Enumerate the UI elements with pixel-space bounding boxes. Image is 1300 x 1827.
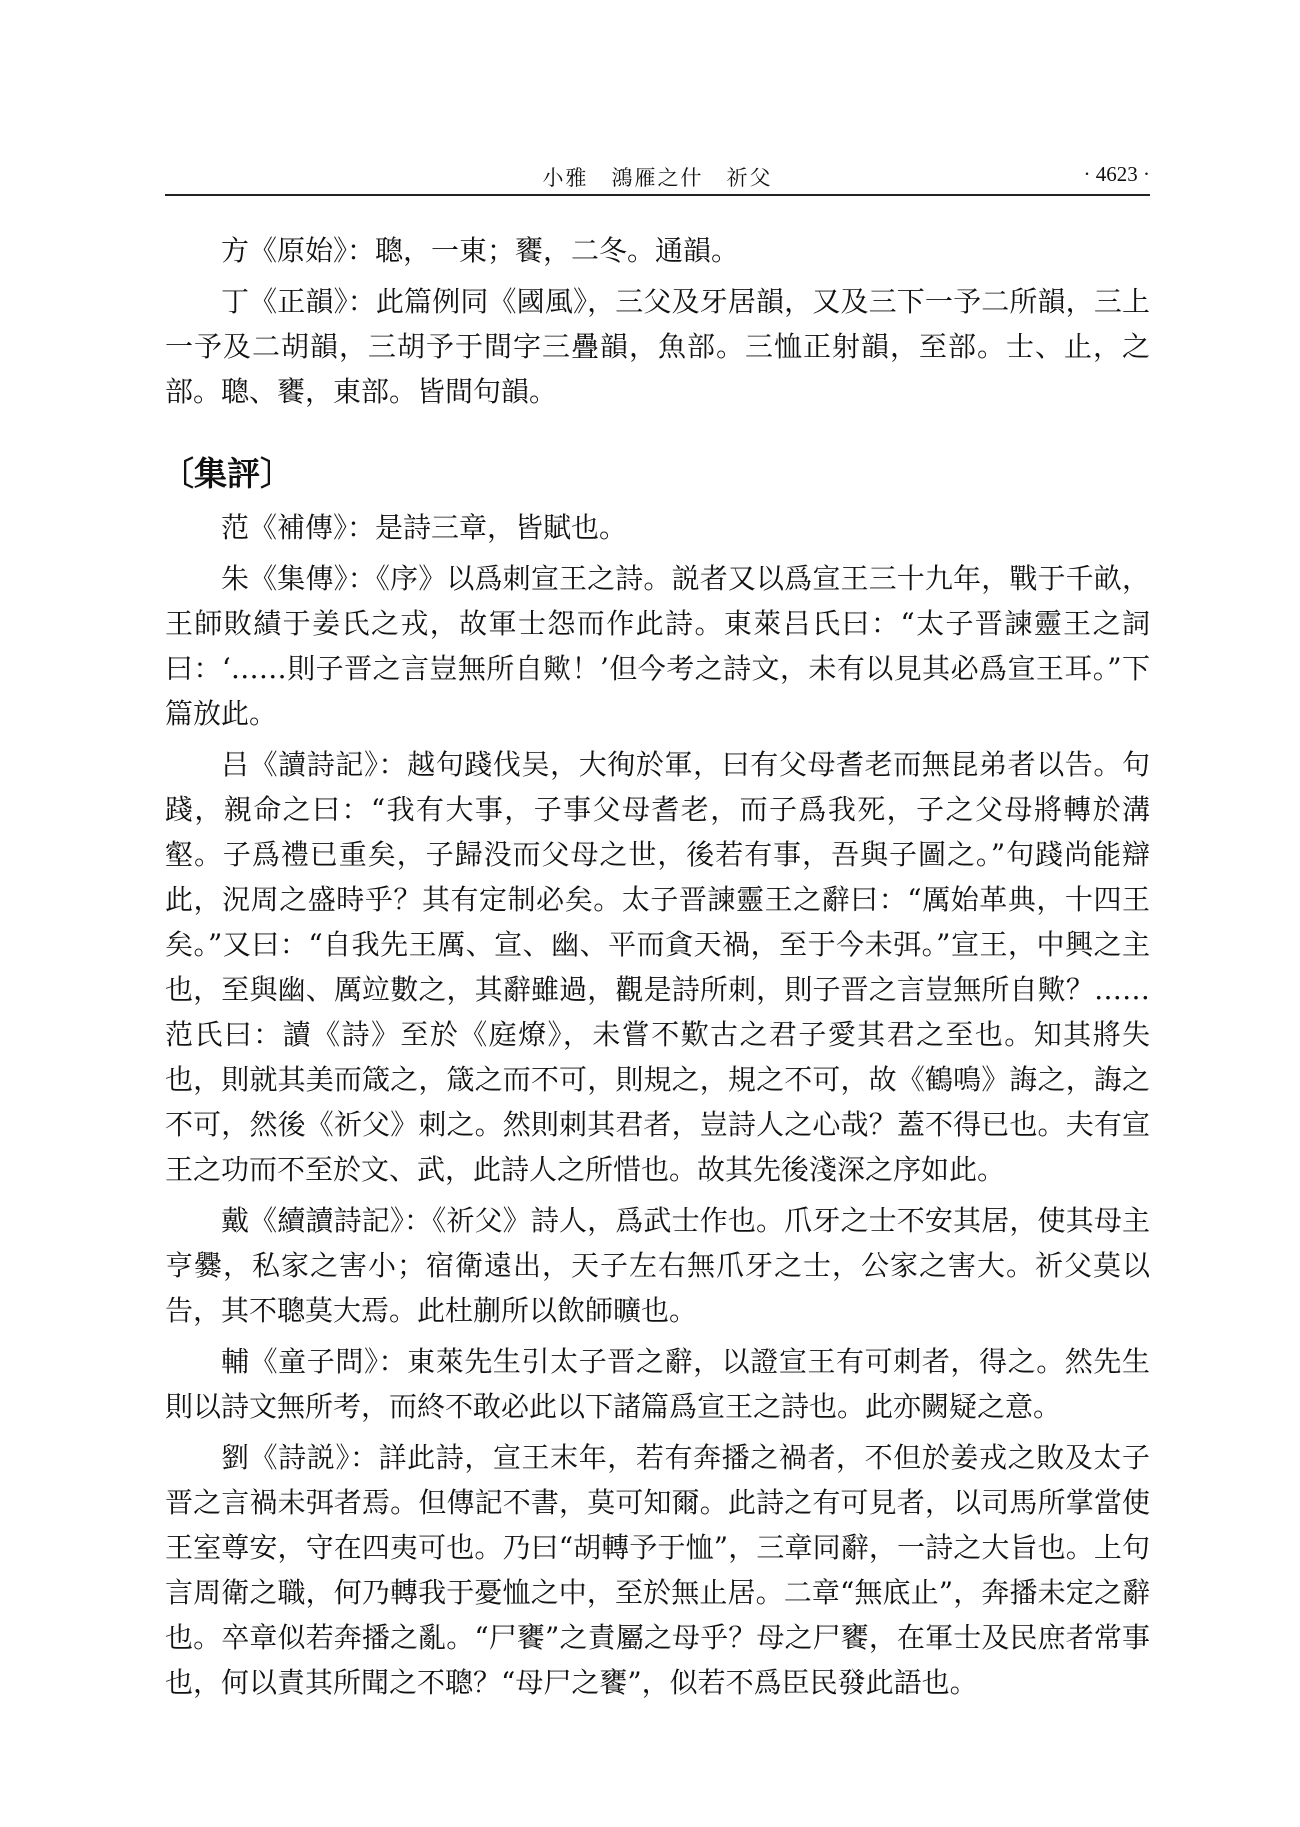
section-heading: 〔集評〕 <box>161 454 293 493</box>
page-number: · 4623 · <box>1083 162 1150 186</box>
rhyme-note-paragraph: 方《原始》：聰，一東；饔，二冬。通韻。 <box>221 234 740 267</box>
commentary-paragraph: 范《補傳》：是詩三章，皆賦也。 <box>221 511 628 544</box>
commentary-paragraph: 戴《續讀詩記》：《祈父》詩人，爲武士作也。爪牙之士不安其居，使其母主亨爨，私家之害小；宿衛遠出，天子左右無爪牙之士，公家之害大。祈父莫以告，其不聰莫大焉。此杜蒯所以飲師曠也。 <box>165 1204 1150 1327</box>
header-title: 小雅 鴻雁之什 祈父 <box>542 166 773 190</box>
commentary-paragraph: 劉《詩説》：詳此詩，宣王末年，若有奔播之禍者，不但於姜戎之敗及太子晋之言禍未弭者焉。但傳記不書，莫可知爾。此詩之有可見者，以司馬所掌當使王室尊安，守在四夷可也。乃曰“胡轉予于恤”，三章同辭，一詩之大旨也。上句言周衛之職，何乃轉我于憂恤之中，至於無止居。二章“無底止”，奔播未定之辭也。卒章似若奔播之亂。“尸饔”之責屬之母乎？母之尸饔，在軍士及民庶者常事也，何以責其所聞之不聰？“母尸之饔”，似若不爲臣民發此語也。 <box>165 1441 1150 1699</box>
commentary-paragraph: 吕《讀詩記》：越句踐伐吴，大徇於軍，曰有父母耆老而無昆弟者以告。句踐，親命之曰：“我有大事，子事父母耆老，而子爲我死，子之父母將轉於溝壑。子爲禮已重矣，子歸没而父母之世，後若有事，吾與子圖之。”句踐尚能辯此，況周之盛時乎？其有定制必矣。太子晋諫靈王之辭曰：“厲始革典，十四王矣。”又曰：“自我先王厲、宣、幽、平而貪天禍，至于今未弭。”宣王，中興之主也，至與幽、厲竝數之，其辭雖過，觀是詩所刺，則子晋之言豈無所自歟？……范氏曰：讀《詩》至於《庭燎》，未嘗不歎古之君子愛其君之至也。知其將失也，則就其美而箴之，箴之而不可，則規之，規之不可，故《鶴鳴》誨之，誨之不可，然後《祈父》刺之。然則刺其君者，豈詩人之心哉？蓋不得已也。夫有宣王之功而不至於文、武，此詩人之所惜也。故其先後淺深之序如此。 <box>165 748 1150 1186</box>
commentary-paragraph: 朱《集傳》：《序》以爲刺宣王之詩。説者又以爲宣王三十九年，戰于千畝，王師敗績于姜氏之戎，故軍士怨而作此詩。東萊吕氏曰：“太子晋諫靈王之詞曰：‘……則子晋之言豈無所自歟！’但今考之詩文，未有以見其必爲宣王耳。”下篇放此。 <box>165 562 1150 730</box>
page-body <box>161 228 1150 1705</box>
commentary-paragraph: 輔《童子問》：東萊先生引太子晋之辭，以證宣王有可刺者，得之。然先生則以詩文無所考，而終不敢必此以下諸篇爲宣王之詩也。此亦闕疑之意。 <box>165 1345 1150 1423</box>
running-header <box>165 160 1150 196</box>
rhyme-note-paragraph: 丁《正韻》：此篇例同《國風》，三父及牙居韻，又及三下一予二所韻，三上一予及二胡韻，三胡予于間字三疊韻，魚部。三恤正射韻，至部。士、止，之部。聰、饔，東部。皆間句韻。 <box>165 285 1150 408</box>
